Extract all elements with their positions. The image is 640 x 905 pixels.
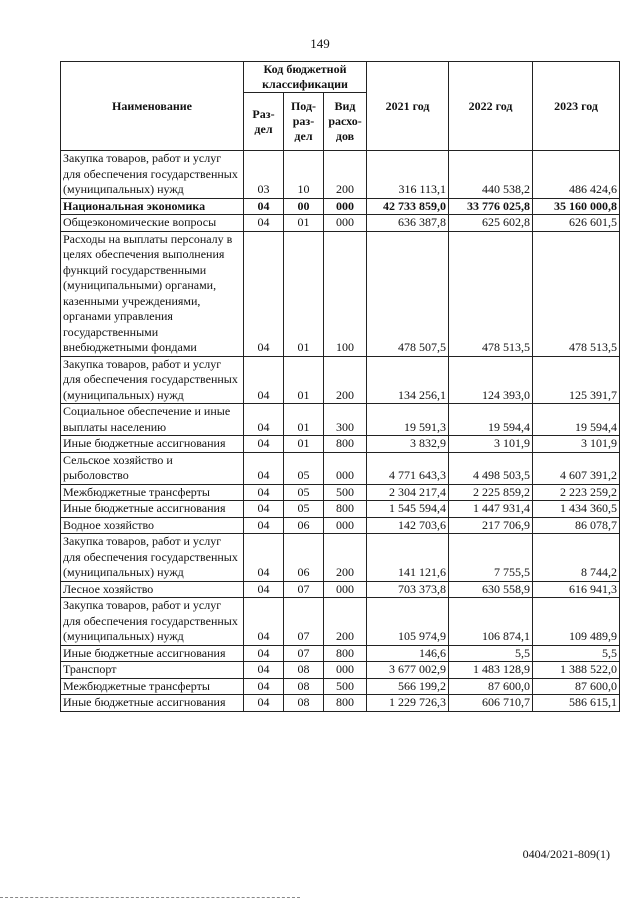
row-name: Иные бюджетные ассигнования	[61, 645, 244, 662]
row-subsection: 00	[284, 198, 324, 215]
row-name: Сельское хозяйство и рыболовство	[61, 452, 244, 484]
header-year-2021: 2021 год	[367, 62, 449, 151]
row-section: 04	[244, 598, 284, 646]
row-name: Общеэкономические вопросы	[61, 215, 244, 232]
table-row	[61, 598, 620, 646]
row-value-2021: 19 591,3	[367, 404, 449, 436]
row-value-2021: 146,6	[367, 645, 449, 662]
row-name: Закупка товаров, работ и услуг для обеспечения государственных (муниципальных) нужд	[61, 598, 244, 646]
row-value-2022: 1 447 931,4	[449, 501, 533, 518]
row-value-2023: 1 434 360,5	[533, 501, 620, 518]
row-expense-type: 500	[324, 484, 367, 501]
row-subsection: 07	[284, 581, 324, 598]
row-section: 04	[244, 198, 284, 215]
table-row	[61, 452, 620, 484]
row-expense-type: 500	[324, 678, 367, 695]
table-row	[61, 151, 620, 199]
row-value-2023: 486 424,6	[533, 151, 620, 199]
row-value-2021: 3 677 002,9	[367, 662, 449, 679]
row-expense-type: 800	[324, 501, 367, 518]
row-subsection: 01	[284, 436, 324, 453]
table-row	[61, 662, 620, 679]
row-section: 04	[244, 695, 284, 712]
row-section: 04	[244, 678, 284, 695]
row-value-2023: 5,5	[533, 645, 620, 662]
row-expense-type: 200	[324, 356, 367, 404]
row-value-2023: 616 941,3	[533, 581, 620, 598]
row-expense-type: 800	[324, 695, 367, 712]
row-value-2023: 109 489,9	[533, 598, 620, 646]
table-row	[61, 404, 620, 436]
row-value-2023: 3 101,9	[533, 436, 620, 453]
table-row	[61, 695, 620, 712]
table-row	[61, 231, 620, 356]
table-row	[61, 215, 620, 232]
row-value-2021: 1 545 594,4	[367, 501, 449, 518]
row-value-2021: 134 256,1	[367, 356, 449, 404]
row-subsection: 08	[284, 662, 324, 679]
row-value-2023: 478 513,5	[533, 231, 620, 356]
row-name: Национальная экономика	[61, 198, 244, 215]
row-subsection: 06	[284, 534, 324, 582]
row-section: 04	[244, 404, 284, 436]
row-subsection: 01	[284, 231, 324, 356]
row-subsection: 07	[284, 598, 324, 646]
row-value-2022: 478 513,5	[449, 231, 533, 356]
row-value-2022: 19 594,4	[449, 404, 533, 436]
row-subsection: 08	[284, 695, 324, 712]
table-row	[61, 198, 620, 215]
row-section: 04	[244, 484, 284, 501]
row-value-2021: 142 703,6	[367, 517, 449, 534]
row-value-2022: 33 776 025,8	[449, 198, 533, 215]
row-value-2023: 86 078,7	[533, 517, 620, 534]
header-year-2022: 2022 год	[449, 62, 533, 151]
row-name: Межбюджетные трансферты	[61, 678, 244, 695]
row-value-2022: 3 101,9	[449, 436, 533, 453]
row-expense-type: 800	[324, 645, 367, 662]
row-name: Закупка товаров, работ и услуг для обеспечения государственных (муниципальных) нужд	[61, 356, 244, 404]
row-value-2023: 586 615,1	[533, 695, 620, 712]
row-subsection: 08	[284, 678, 324, 695]
table-row	[61, 484, 620, 501]
row-section: 04	[244, 501, 284, 518]
row-section: 04	[244, 231, 284, 356]
row-name: Лесное хозяйство	[61, 581, 244, 598]
row-name: Закупка товаров, работ и услуг для обеспечения государственных (муниципальных) нужд	[61, 151, 244, 199]
row-subsection: 05	[284, 452, 324, 484]
row-value-2023: 87 600,0	[533, 678, 620, 695]
row-value-2022: 4 498 503,5	[449, 452, 533, 484]
row-name: Водное хозяйство	[61, 517, 244, 534]
row-section: 04	[244, 517, 284, 534]
header-code-group: Код бюджетной классификации	[244, 62, 367, 93]
row-name: Социальное обеспечение и иные выплаты населению	[61, 404, 244, 436]
row-section: 04	[244, 452, 284, 484]
table-row	[61, 678, 620, 695]
row-name: Транспорт	[61, 662, 244, 679]
header-year-2023: 2023 год	[533, 62, 620, 151]
footer-divider	[0, 897, 300, 898]
row-value-2022: 124 393,0	[449, 356, 533, 404]
row-name: Межбюджетные трансферты	[61, 484, 244, 501]
table-row	[61, 517, 620, 534]
row-expense-type: 000	[324, 581, 367, 598]
row-value-2021: 316 113,1	[367, 151, 449, 199]
row-value-2021: 141 121,6	[367, 534, 449, 582]
document-code: 0404/2021-809(1)	[522, 847, 610, 861]
row-name: Иные бюджетные ассигнования	[61, 695, 244, 712]
row-value-2022: 625 602,8	[449, 215, 533, 232]
row-value-2023: 35 160 000,8	[533, 198, 620, 215]
row-subsection: 01	[284, 356, 324, 404]
table-row	[61, 581, 620, 598]
row-value-2022: 7 755,5	[449, 534, 533, 582]
row-expense-type: 000	[324, 198, 367, 215]
header-section: Раз-дел	[244, 93, 284, 151]
table-row	[61, 436, 620, 453]
row-subsection: 07	[284, 645, 324, 662]
row-value-2022: 5,5	[449, 645, 533, 662]
row-section: 04	[244, 215, 284, 232]
row-value-2023: 626 601,5	[533, 215, 620, 232]
row-value-2022: 217 706,9	[449, 517, 533, 534]
row-value-2021: 566 199,2	[367, 678, 449, 695]
row-section: 04	[244, 356, 284, 404]
table-header	[61, 62, 620, 151]
row-value-2022: 606 710,7	[449, 695, 533, 712]
row-name: Иные бюджетные ассигнования	[61, 436, 244, 453]
row-expense-type: 800	[324, 436, 367, 453]
row-subsection: 06	[284, 517, 324, 534]
row-section: 04	[244, 534, 284, 582]
table-body	[61, 151, 620, 712]
row-value-2023: 8 744,2	[533, 534, 620, 582]
row-expense-type: 000	[324, 517, 367, 534]
row-subsection: 10	[284, 151, 324, 199]
row-subsection: 05	[284, 501, 324, 518]
row-expense-type: 200	[324, 534, 367, 582]
row-value-2023: 125 391,7	[533, 356, 620, 404]
row-value-2021: 105 974,9	[367, 598, 449, 646]
row-section: 04	[244, 581, 284, 598]
row-value-2022: 630 558,9	[449, 581, 533, 598]
table-row	[61, 356, 620, 404]
row-value-2021: 703 373,8	[367, 581, 449, 598]
row-value-2022: 440 538,2	[449, 151, 533, 199]
row-subsection: 05	[284, 484, 324, 501]
row-section: 04	[244, 436, 284, 453]
row-value-2023: 4 607 391,2	[533, 452, 620, 484]
row-value-2023: 19 594,4	[533, 404, 620, 436]
row-expense-type: 000	[324, 452, 367, 484]
row-expense-type: 000	[324, 662, 367, 679]
row-name: Закупка товаров, работ и услуг для обеспечения государственных (муниципальных) нужд	[61, 534, 244, 582]
row-value-2022: 106 874,1	[449, 598, 533, 646]
row-section: 04	[244, 662, 284, 679]
row-value-2022: 87 600,0	[449, 678, 533, 695]
row-subsection: 01	[284, 215, 324, 232]
row-value-2022: 2 225 859,2	[449, 484, 533, 501]
row-name: Расходы на выплаты персоналу в целях обеспечения выполнения функций государственными (муниципальными) органами, казенными учреждениями, органами управления государственными внебюджетными фондами	[61, 231, 244, 356]
budget-table	[60, 61, 620, 712]
row-value-2021: 636 387,8	[367, 215, 449, 232]
row-value-2022: 1 483 128,9	[449, 662, 533, 679]
row-value-2021: 3 832,9	[367, 436, 449, 453]
header-subsection: Под-раз-дел	[284, 93, 324, 151]
table-row	[61, 645, 620, 662]
table-row	[61, 501, 620, 518]
row-section: 03	[244, 151, 284, 199]
row-value-2021: 478 507,5	[367, 231, 449, 356]
row-name: Иные бюджетные ассигнования	[61, 501, 244, 518]
row-expense-type: 200	[324, 598, 367, 646]
row-expense-type: 200	[324, 151, 367, 199]
header-name: Наименование	[61, 62, 244, 151]
header-expense-type: Вид расхо-дов	[324, 93, 367, 151]
table-row	[61, 534, 620, 582]
row-value-2021: 42 733 859,0	[367, 198, 449, 215]
row-expense-type: 000	[324, 215, 367, 232]
row-value-2023: 1 388 522,0	[533, 662, 620, 679]
page-number: 149	[310, 36, 330, 51]
row-value-2021: 2 304 217,4	[367, 484, 449, 501]
row-expense-type: 100	[324, 231, 367, 356]
row-value-2021: 1 229 726,3	[367, 695, 449, 712]
row-subsection: 01	[284, 404, 324, 436]
row-value-2023: 2 223 259,2	[533, 484, 620, 501]
row-expense-type: 300	[324, 404, 367, 436]
row-value-2021: 4 771 643,3	[367, 452, 449, 484]
row-section: 04	[244, 645, 284, 662]
